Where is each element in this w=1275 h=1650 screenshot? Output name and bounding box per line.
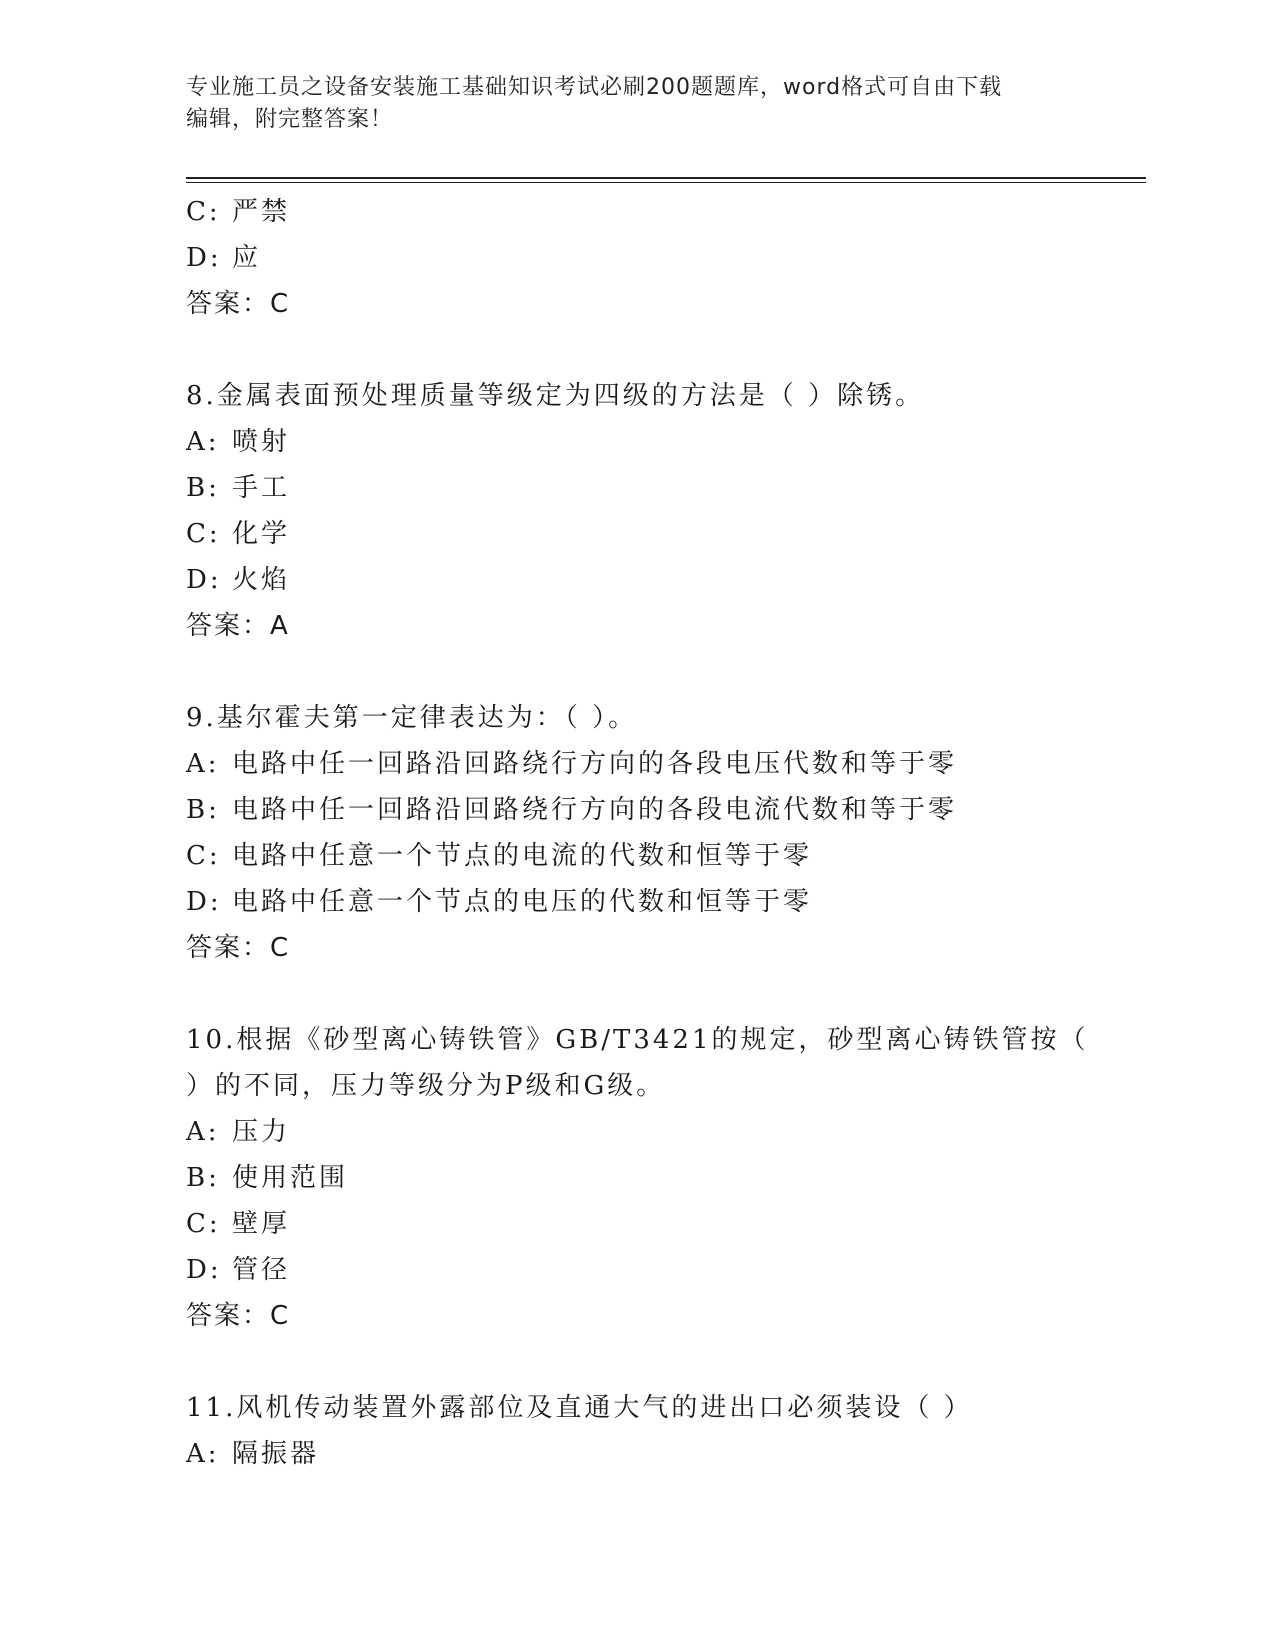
header-divider-thick	[186, 177, 1146, 179]
answer: 答案：C	[186, 289, 291, 319]
question-stem: 11.风机传动装置外露部位及直通大气的进出口必须装设（ ）	[186, 1393, 973, 1423]
option-c: C: 电路中任意一个节点的电流的代数和恒等于零	[186, 841, 813, 871]
option-d: D: 火焰	[186, 565, 291, 595]
question-stem-line-2: ）的不同，压力等级分为P级和G级。	[186, 1071, 666, 1101]
option-b: B: 使用范围	[186, 1163, 349, 1193]
question-10	[186, 1017, 1089, 1339]
question-list	[186, 189, 1089, 1477]
question-stem: 8.金属表面预处理质量等级定为四级的方法是（ ）除锈。	[186, 381, 925, 411]
option-d: D: 管径	[186, 1255, 291, 1285]
answer: 答案：C	[186, 933, 291, 963]
option-d: D: 电路中任意一个节点的电压的代数和恒等于零	[186, 887, 813, 917]
option-a: A: 喷射	[186, 427, 291, 457]
option-a: A: 电路中任一回路沿回路绕行方向的各段电压代数和等于零	[186, 749, 958, 779]
question-stem: 9.基尔霍夫第一定律表达为：（ ）。	[186, 703, 638, 733]
header-divider-thin	[186, 182, 1146, 183]
option-d: D: 应	[186, 243, 262, 273]
option-c: C: 严禁	[186, 197, 291, 227]
question-11	[186, 1385, 1086, 1477]
page-header	[186, 72, 1086, 136]
question-stem-line-1: 10.根据《砂型离心铸铁管》GB/T3421的规定，砂型离心铸铁管按（	[186, 1025, 1089, 1055]
option-c: C: 壁厚	[186, 1209, 291, 1239]
header-title-line-2: 编辑，附完整答案！	[186, 107, 394, 132]
question-9	[186, 695, 1086, 971]
header-title-line-1: 专业施工员之设备安装施工基础知识考试必刷200题题库，word格式可自由下载	[186, 75, 1003, 100]
option-b: B: 手工	[186, 473, 291, 503]
option-a: A: 压力	[186, 1117, 291, 1147]
option-a: A: 隔振器	[186, 1439, 320, 1469]
continued-question	[186, 189, 1086, 327]
answer: 答案：A	[186, 611, 290, 641]
answer: 答案：C	[186, 1301, 291, 1331]
question-8	[186, 373, 1086, 649]
option-c: C: 化学	[186, 519, 291, 549]
option-b: B: 电路中任一回路沿回路绕行方向的各段电流代数和等于零	[186, 795, 958, 825]
